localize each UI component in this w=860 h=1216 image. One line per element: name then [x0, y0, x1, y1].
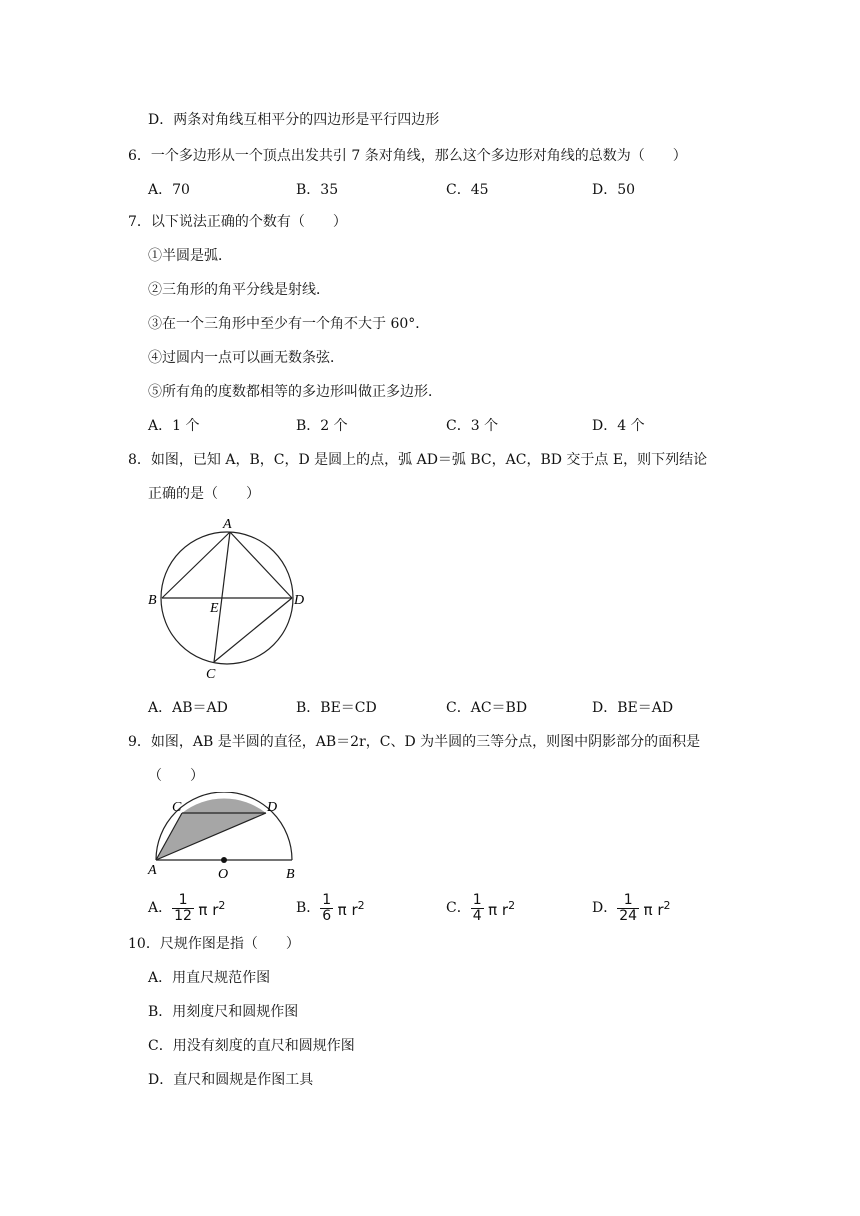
pi-r-text: π r: [488, 901, 509, 919]
q7-option-b: B．2 个: [296, 418, 348, 434]
q9-option-b-fraction: [320, 893, 333, 924]
fraction-numerator: 1: [322, 891, 332, 908]
pi-r-text: π r: [198, 901, 219, 919]
exponent: 2: [218, 899, 226, 912]
exponent: 2: [357, 899, 365, 912]
q9-option-b: [296, 888, 365, 928]
q8-stem-line1: 8．如图，已知 A，B，C，D 是圆上的点，弧 AD＝弧 BC，AC，BD 交于点 E，则下列结论: [128, 452, 708, 468]
q7-stem: 7．以下说法正确的个数有（ ）: [128, 214, 347, 230]
q6-option-c: C．45: [446, 182, 489, 198]
pi-r-text: π r: [337, 901, 358, 919]
q9-center-point: [221, 857, 227, 863]
q10-option-c: C．用没有刻度的直尺和圆规作图: [148, 1038, 355, 1054]
q9-label-a: A: [148, 863, 157, 878]
fraction-denominator: 6: [322, 907, 332, 924]
q6-option-b: B．35: [296, 182, 339, 198]
q9-option-d: [592, 888, 670, 928]
q7-item-2: ②三角形的角平分线是射线．: [148, 282, 330, 298]
q9-option-c-pi-r: [488, 901, 515, 919]
q9-semicircle-figure: [146, 792, 306, 880]
q7-option-d: D．4 个: [592, 418, 645, 434]
q8-chord-ab: [162, 532, 230, 598]
q7-item-3: ③在一个三角形中至少有一个角不大于 60°．: [148, 316, 430, 332]
q9-label-o: O: [218, 867, 229, 880]
fraction-denominator: 12: [174, 907, 192, 924]
q8-circle-figure: [146, 512, 314, 682]
exponent: 2: [663, 899, 671, 912]
q6-option-a: A．70: [148, 182, 190, 198]
q7-option-a: A．1 个: [148, 418, 200, 434]
q9-option-c-prefix: C．: [446, 900, 471, 916]
q10-option-a: A．用直尺规范作图: [148, 970, 271, 986]
q8-option-a: A．AB＝AD: [148, 700, 228, 716]
q10-option-d: D．直尺和圆规是作图工具: [148, 1072, 314, 1088]
q9-option-a-pi-r: [198, 901, 225, 919]
q9-option-a-fraction: [172, 893, 194, 924]
exponent: 2: [508, 899, 516, 912]
q9-option-d-pi-r: [644, 901, 671, 919]
fraction-denominator: 24: [619, 907, 638, 924]
q9-label-c: C: [172, 800, 182, 815]
fraction-numerator: 1: [172, 893, 194, 909]
pi-r-text: π r: [643, 901, 664, 919]
q7-item-1: ①半圆是弧．: [148, 248, 232, 264]
q8-chord-ac: [214, 532, 230, 662]
fraction-numerator: 1: [472, 891, 482, 908]
q8-label-e: E: [210, 601, 219, 616]
q8-label-b: B: [148, 593, 157, 608]
q9-option-b-pi-r: [338, 901, 365, 919]
q6-option-d: D．50: [592, 182, 636, 198]
q6-stem: 6．一个多边形从一个顶点出发共引 7 条对角线，那么这个多边形对角线的总数为（ ）: [128, 148, 687, 164]
fraction-denominator: 4: [472, 907, 482, 924]
q8-label-a: A: [223, 517, 232, 532]
q8-option-d: D．BE＝AD: [592, 700, 674, 716]
q9-option-c: [446, 888, 515, 928]
fraction-numerator: 1: [617, 893, 639, 909]
q9-option-a: [148, 888, 225, 928]
q9-option-b-prefix: B．: [296, 900, 321, 916]
q9-option-d-fraction: [617, 893, 639, 924]
q9-stem-line1: 9．如图，AB 是半圆的直径，AB＝2r，C、D 为半圆的三等分点，则图中阴影部分的面积是: [128, 734, 701, 750]
q8-label-d: D: [294, 593, 305, 608]
q9-label-b: B: [286, 867, 295, 880]
q8-chord-cd: [214, 598, 292, 662]
q8-stem-line2: 正确的是（ ）: [148, 486, 260, 502]
q5-option-d: D．两条对角线互相平分的四边形是平行四边形: [148, 112, 440, 128]
q10-stem: 10．尺规作图是指（ ）: [128, 936, 300, 952]
q9-label-d: D: [267, 800, 278, 815]
q7-item-4: ④过圆内一点可以画无数条弦．: [148, 350, 344, 366]
q8-option-b: B．BE＝CD: [296, 700, 377, 716]
q10-option-b: B．用刻度尺和圆规作图: [148, 1004, 299, 1020]
q9-option-a-prefix: A．: [148, 900, 173, 916]
q8-option-c: C．AC＝BD: [446, 700, 528, 716]
q9-option-c-fraction: [471, 893, 484, 924]
q8-label-c: C: [206, 667, 216, 682]
q7-item-5: ⑤所有角的度数都相等的多边形叫做正多边形．: [148, 384, 442, 400]
q9-option-d-prefix: D．: [592, 900, 618, 916]
q7-option-c: C．3 个: [446, 418, 499, 434]
q9-stem-line2: （ ）: [148, 768, 204, 784]
